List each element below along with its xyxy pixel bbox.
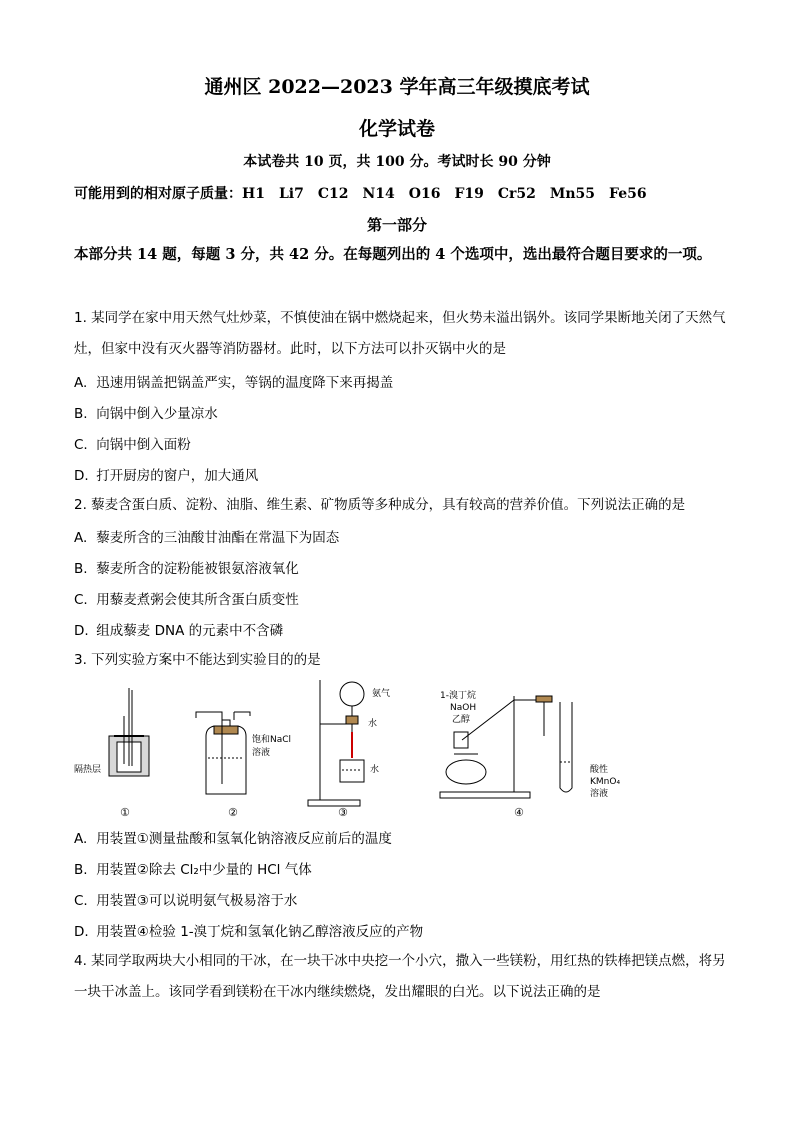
option-text: 向锅中倒入面粉 xyxy=(96,437,191,453)
question-2-option-d xyxy=(74,619,283,639)
question-3-option-c xyxy=(74,889,297,909)
question-1-option-b xyxy=(74,402,218,422)
label-solution-2: 溶液 xyxy=(590,789,609,799)
question-2-option-c xyxy=(74,588,299,608)
apparatus-2-gas-washing-bottle xyxy=(196,712,250,794)
question-1-option-a xyxy=(74,371,393,391)
label-acidic: 酸性 xyxy=(590,765,609,775)
apparatus-1-calorimeter xyxy=(109,688,149,776)
label-ammonia: 氨气 xyxy=(372,689,391,699)
apparatus-3-fountain xyxy=(308,680,364,806)
label-kmno4: KMnO₄ xyxy=(590,777,621,787)
question-3-option-b xyxy=(74,858,312,878)
label-apparatus-2: ② xyxy=(228,806,238,819)
option-text: 迅速用锅盖把锅盖严实，等锅的温度降下来再揭盖 xyxy=(96,375,394,391)
label-apparatus-4: ④ xyxy=(514,806,524,819)
label-bromobutane: 1-溴丁烷 xyxy=(440,691,476,701)
subject-title: 化学试卷 xyxy=(358,118,435,140)
option-label: D. xyxy=(74,924,89,940)
label-apparatus-3: ③ xyxy=(338,806,348,819)
question-1-option-c xyxy=(74,433,191,453)
label-naoh: NaOH xyxy=(450,703,477,713)
option-label: D. xyxy=(74,623,89,639)
option-text: 藜麦所含的淀粉能被银氨溶液氧化 xyxy=(96,561,299,577)
option-label: A. xyxy=(74,375,88,391)
option-text: 用装置④检验 1-溴丁烷和氢氧化钠乙醇溶液反应的产物 xyxy=(96,924,424,940)
question-2-option-b xyxy=(74,557,299,577)
atomic-masses: 可能用到的相对原子质量：H1 Li7 C12 N14 O16 F19 Cr52 Mn55 Fe56 xyxy=(74,186,647,202)
option-label: C. xyxy=(74,893,88,909)
option-label: C. xyxy=(74,592,88,608)
question-3-option-d xyxy=(74,920,423,940)
exam-title: 通州区 2022—2023 学年高三年级摸底考试 xyxy=(204,76,590,98)
option-label: A. xyxy=(74,831,88,847)
label-solution: 溶液 xyxy=(252,748,271,758)
option-text: 打开厨房的窗户，加大通风 xyxy=(96,468,259,484)
option-text: 用藜麦煮粥会使其所含蛋白质变性 xyxy=(96,592,299,608)
question-2-option-a xyxy=(74,526,339,546)
label-nacl: 饱和NaCl xyxy=(252,735,292,745)
option-text: 用装置③可以说明氨气极易溶于水 xyxy=(96,893,298,909)
option-text: 藜麦所含的三油酸甘油酯在常温下为固态 xyxy=(96,530,340,546)
option-text: 组成藜麦 DNA 的元素中不含磷 xyxy=(96,623,284,639)
question-1-stem: 1. 某同学在家中用天然气灶炒菜，不慎使油在锅中燃烧起来，但火势未溢出锅外。该同学果断地关闭了天然气灶，但家中没有灭火器等消防器材。此时，以下方法可以扑灭锅中火的是 xyxy=(74,310,726,357)
question-1-option-d xyxy=(74,464,258,484)
option-label: C. xyxy=(74,437,88,453)
label-ethanol: 乙醇 xyxy=(452,715,471,725)
part-intro: 本部分共 14 题，每题 3 分，共 42 分。在每题列出的 4 个选项中，选出最符合题目要求的一项。 xyxy=(74,246,712,263)
option-label: B. xyxy=(74,406,88,422)
question-4-stem: 4. 某同学取两块大小相同的干冰，在一块干冰中央挖一个小穴，撒入一些镁粉，用红热的铁棒把镁点燃，将另一块干冰盖上。该同学看到镁粉在干冰内继续燃烧，发出耀眼的白光。以下说法正确的是 xyxy=(74,953,726,1000)
option-text: 向锅中倒入少量凉水 xyxy=(96,406,218,422)
option-label: A. xyxy=(74,530,88,546)
question-2-stem: 2. 藜麦含蛋白质、淀粉、油脂、维生素、矿物质等多种成分，具有较高的营养价值。下列说法正确的是 xyxy=(74,497,686,513)
label-insulation: 隔热层 xyxy=(74,765,102,775)
exam-info: 本试卷共 10 页，共 100 分。考试时长 90 分钟 xyxy=(243,154,551,170)
option-text: 用装置②除去 Cl₂中少量的 HCl 气体 xyxy=(96,862,312,878)
label-water-1: 水 xyxy=(368,719,378,729)
apparatus-figure xyxy=(74,676,714,822)
question-3-option-a xyxy=(74,827,392,847)
option-label: D. xyxy=(74,468,89,484)
option-label: B. xyxy=(74,862,88,878)
question-3-stem: 3. 下列实验方案中不能达到实验目的的是 xyxy=(74,652,321,668)
option-text: 用装置①测量盐酸和氢氧化钠溶液反应前后的温度 xyxy=(96,831,392,847)
part-title: 第一部分 xyxy=(366,216,427,234)
label-apparatus-1: ① xyxy=(120,806,130,819)
option-label: B. xyxy=(74,561,88,577)
label-water-2: 水 xyxy=(370,765,380,775)
